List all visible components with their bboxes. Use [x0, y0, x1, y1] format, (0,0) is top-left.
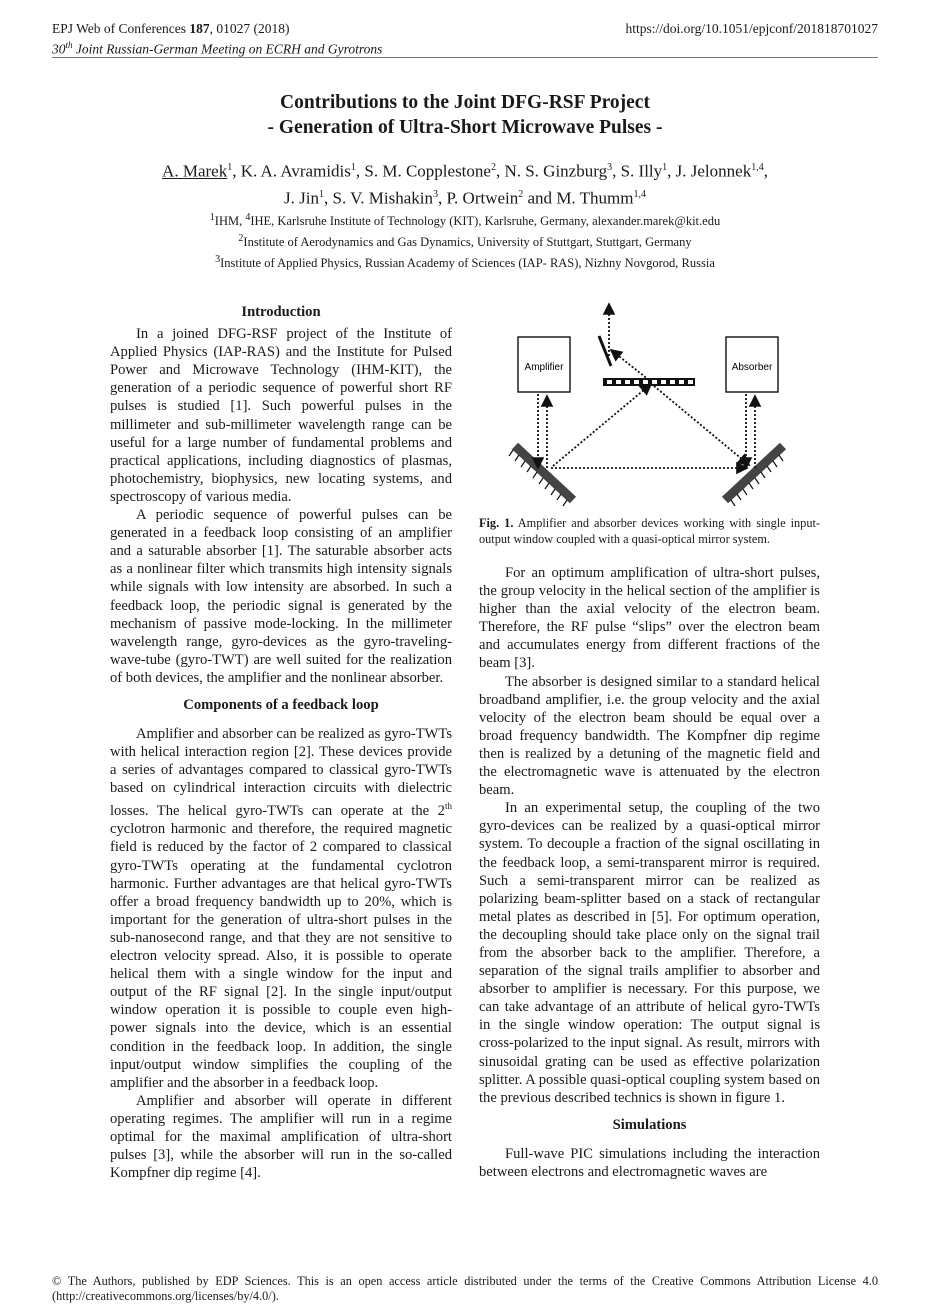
intro-paragraph-2: A periodic sequence of powerful pulses can be generated in a feedback loop consisting of an amplifier and a saturable absorber [1]. The saturable absorber acts as a nonlinear filter which transmits high intensity signals while signals with low intensity are absorbed. In such a feedback loop, the periodic signal is generated by the mechanism of passive mode-locking. In the millimeter wavelength range, gyro-devices as the gyro-traveling-wave-tube (gyro-TWT) are well suited for the realization of both devices, the amplifier and the nonlinear absorber. — [110, 507, 452, 686]
author-name: J. Jin — [284, 188, 320, 208]
intro-paragraph-1: In a joined DFG-RSF project of the Institute of Applied Physics (IAP-RAS) and the Institute for Pulsed Power and Microwave Technology (IHM-KIT), the generation of a periodic sequence of powerful short RF pulses is studied [1]. Such powerful pulses in the millimeter and sub-millimeter wavelength range can be useful for a large number of fundamental problems and practical applications, including diagnostics of plasmas, photochemistry, biophysics, new locating systems, and spectroscopy of various media. — [110, 326, 452, 505]
amplifier-label: Amplifier — [524, 362, 564, 373]
meeting-name — [52, 37, 878, 58]
author-name: A. Marek — [162, 161, 228, 181]
journal-name: EPJ Web of Conferences — [52, 21, 190, 36]
author-line-1: A. Marek$^1$, K. A. Avramidis$^1$, S. M. Copplestone$^2$, N. S. Ginzburg$^3$, S. Illy$^1$, J. Jelonnek$^{1,4}$, — [162, 161, 768, 181]
paper-title — [52, 90, 878, 140]
affiliation-3 — [52, 251, 878, 272]
affiliation-2 — [52, 230, 878, 251]
caption-text: Amplifier and absorber devices working with single input-output window coupled with a quasi-optical mirror system. — [479, 516, 820, 547]
paragraph-text: Amplifier and absorber can be realized as gyro-TWTs with helical interaction region [2]. These devices provide a series of advantages compared to classical gyro-TWTs based on cylindrical interaction circuits with dielectric losses. The helical gyro-TWTs can operate at the 2 — [110, 726, 452, 820]
author-name: N. S. Ginzburg — [504, 161, 608, 181]
affiliation-text: Institute of Applied Physics, Russian Academy of Sciences (IAP- RAS), Nizhny Novgorod, Russia — [220, 256, 715, 271]
right-column — [479, 564, 820, 1181]
affiliation-marker: 3 — [215, 254, 221, 266]
author-list — [52, 156, 878, 209]
author-sup: 3 — [432, 188, 438, 200]
author-sup: 1,4 — [751, 162, 764, 173]
figure-1-diagram — [479, 298, 820, 508]
affiliation-text: IHE, Karlsruhe Institute of Technology (KIT), Karlsruhe, Germany, alexander.marek@kit.edu — [250, 214, 721, 229]
affiliation-text: IHM, — [214, 214, 246, 229]
right-paragraph-2: The absorber is designed similar to a standard helical broadband amplifier, i.e. the group velocity and the axial velocity of the electron beam should be equal over a broad frequency bandwidth. The Kompfner dip regime then is realized by a detuning of the magnetic field and the electromagnetic wave is attenuated by the electron beam. — [479, 673, 820, 799]
left-column — [110, 303, 452, 1182]
author-sup: 1 — [319, 188, 325, 200]
title-line-1: Contributions to the Joint DFG-RSF Project — [280, 92, 650, 113]
absorber-label: Absorber — [731, 362, 773, 373]
paragraph-text: cyclotron harmonic and therefore, the required magnetic field is reduced by the factor of 2 compared to classical gyro-TWTs operating at the fundamental cyclotron harmonic. Further advantages are that helical gyro-TWTs offer a broad frequency bandwidth up to 20%, which is important for the generation of ultra-short pulses in the sub-nanosecond range, and that they are not sensitive to electron velocity spread. Also, it is possible to operate helical them with a single window for the input and output of the RF signal [2]. In the single input/output window operation it is possible to couple even high-power signals into the device, which is an essential condition in the feedback loop. In addition, the single input/output window simplifies the coupling of the amplifier and the absorber in a feedback loop. — [110, 821, 452, 1091]
caption-label: Fig. 1. — [479, 516, 514, 530]
affiliation-1 — [52, 209, 878, 230]
author-sup: 1,4 — [633, 188, 646, 200]
introduction-heading: Introduction — [241, 304, 321, 320]
author-sup: 2 — [490, 162, 496, 173]
meeting-ordinal-suffix: th — [65, 40, 73, 50]
author-sup: 1 — [350, 162, 356, 173]
right-paragraph-1: For an optimum amplification of ultra-short pulses, the group velocity in the helical section of the amplifier is higher than the axial velocity of the electron beam. Therefore, the RF pulse “slips” over the electron beam and accumulates energy from different fractions of the beam [3]. — [479, 565, 820, 672]
author-name: P. Ortwein — [446, 188, 519, 208]
journal-volume: 187 — [189, 21, 210, 36]
superscript: th — [444, 801, 452, 812]
components-paragraph-1 — [110, 725, 452, 1092]
author-name: S. M. Copplestone — [364, 161, 491, 181]
affiliation-marker: 1 — [209, 212, 215, 223]
author-line-2: J. Jin$^1$, S. V. Mishakin$^3$, P. Ortwein$^2$ and M. Thumm$^{1,4}$ — [284, 188, 646, 208]
affiliation-marker: 2 — [238, 233, 244, 245]
author-name: K. A. Avramidis — [240, 161, 351, 181]
author-name: M. Thumm — [556, 188, 634, 208]
meeting-title: Joint Russian-German Meeting on ECRH and Gyrotrons — [75, 41, 383, 57]
figure-1-caption — [479, 515, 820, 547]
running-header — [52, 20, 878, 58]
author-name: J. Jelonnek — [675, 161, 752, 181]
article-number: , 01027 (2018) — [209, 21, 290, 36]
meeting-ordinal: 30 — [52, 41, 66, 57]
affiliation-marker: 4 — [245, 212, 251, 223]
simulations-paragraph-1: Full-wave PIC simulations including the interaction between electrons and electromagnetic waves are — [479, 1145, 820, 1180]
author-sup: 1 — [227, 162, 233, 173]
affiliations — [52, 209, 878, 272]
right-mirror — [725, 446, 783, 506]
author-sup: 3 — [607, 162, 613, 173]
simulations-heading: Simulations — [612, 1116, 687, 1133]
author-sup: 2 — [518, 188, 524, 200]
affiliation-text: Institute of Aerodynamics and Gas Dynamics, University of Stuttgart, Stuttgart, Germany — [243, 235, 692, 250]
license-footer: © The Authors, published by EDP Sciences. This is an open access article distributed under the terms of the Creative Commons Attribution License 4.0 (http://creativecommons.org/licenses/by/4.0/). — [52, 1274, 878, 1303]
author-name: S. Illy — [620, 161, 663, 181]
author-sup: 1 — [662, 162, 668, 173]
author-conjunction: and — [527, 188, 553, 208]
left-mirror — [509, 446, 573, 506]
title-line-2: - Generation of Ultra-Short Microwave Pulses - — [267, 117, 663, 138]
components-heading: Components of a feedback loop — [183, 696, 379, 713]
doi-link[interactable]: https://doi.org/10.1051/epjconf/201818701027 — [625, 21, 878, 36]
header-divider — [52, 57, 878, 58]
components-paragraph-2: Amplifier and absorber will operate in different operating regimes. The amplifier will run in a regime optimal for the maximal amplification of ultra-short pulses [3], while the absorber will run in the so-called Kompfner dip regime [4]. — [110, 1092, 452, 1182]
right-paragraph-3: In an experimental setup, the coupling of the two gyro-devices can be realized by a quasi-optical mirror system. To decouple a fraction of the signal oscillating in the feedback loop, a semi-transparent mirror is required. Such a semi-transparent mirror can be realized as polarizing beam-splitter based on a stack of rectangular metal plates as described in [5]. For optimum operation, the decoupling should take place only on the signal trail from the absorber back to the amplifier. Therefore, a separation of the signal trails amplifier to absorber and absorber to amplifier is necessary. For this purpose, we can take advantage of an attribute of helical gyro-TWTs in the single window operation: The output signal is cross-polarized to the input signal. As result, mirrors with sinusoidal grating can be used as effective polarization splitter. A possible quasi-optical coupling system based on the previous described technics is shown in figure 1. — [479, 800, 820, 1106]
author-name: S. V. Mishakin — [332, 188, 433, 208]
